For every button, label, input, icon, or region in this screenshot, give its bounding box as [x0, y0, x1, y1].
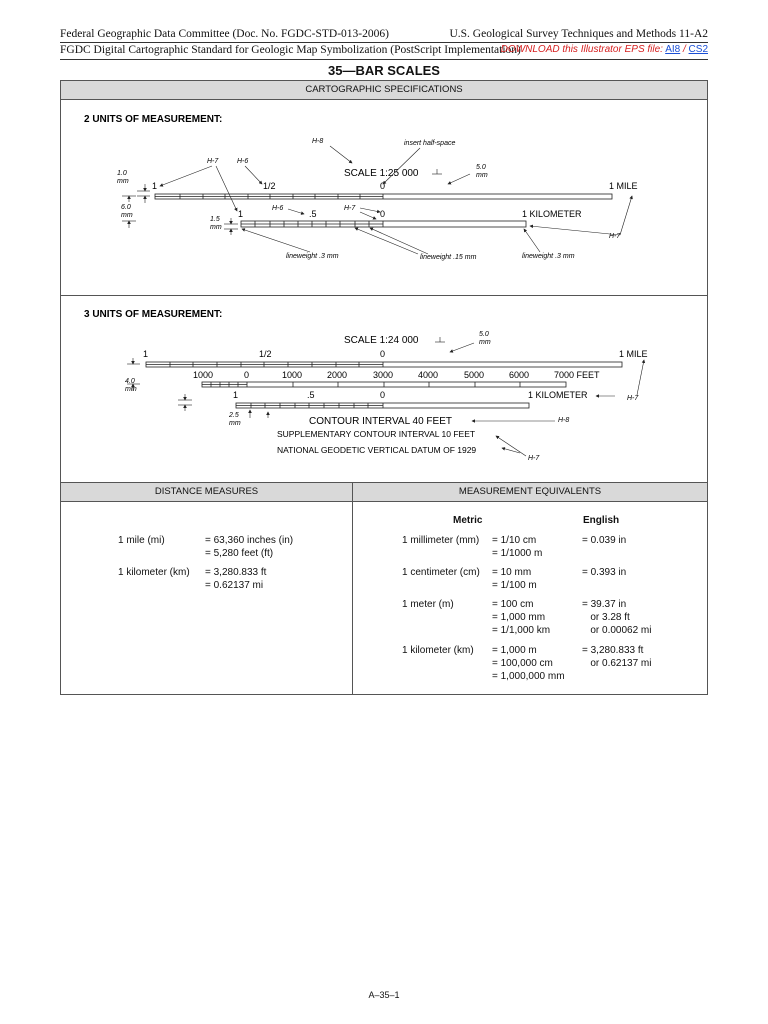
- km-value-2: = 0.62137 mi: [205, 580, 264, 591]
- eq-cm-english-1: = 0.393 in: [582, 567, 627, 578]
- mile-tick-0: 0: [380, 181, 386, 191]
- label-h7-c: H-7: [609, 233, 621, 240]
- column-divider: [352, 482, 353, 694]
- three-units-feet-bar: [202, 382, 566, 387]
- km-label: 1 kilometer (km): [118, 567, 190, 578]
- label-h7-a: H-7: [207, 158, 219, 165]
- two-units-heading: 2 UNITS OF MEASUREMENT:: [84, 114, 223, 125]
- mile-tick-half: 1/2: [263, 181, 276, 191]
- three-units-heading: 3 UNITS OF MEASUREMENT:: [84, 309, 223, 320]
- three-km-tick-0: 0: [380, 390, 386, 400]
- header-right-line1: U.S. Geological Survey Techniques and Methods 11-A2: [449, 28, 708, 40]
- label-h8-b: H-8: [558, 417, 570, 424]
- eq-m-english-1: = 39.37 in: [582, 599, 627, 610]
- two-units-km-bar: [241, 221, 526, 227]
- two-units-mile-bar: [155, 194, 612, 199]
- cs2-link[interactable]: CS2: [688, 44, 708, 55]
- label-mm-e: mm: [479, 339, 491, 346]
- label-mm-d: mm: [210, 224, 222, 231]
- label-2-5mm: 2.5: [229, 412, 239, 419]
- label-4mm: 4.0: [125, 378, 135, 385]
- three-km-tick-half: .5: [307, 390, 315, 400]
- eq-km-metric-2: = 100,000 cm: [492, 658, 553, 669]
- three-units-km-bar: [236, 403, 529, 408]
- label-mm-f: mm: [125, 386, 137, 393]
- mile-value-1: = 63,360 inches (in): [205, 535, 294, 546]
- three-mile-tick-0: 0: [380, 349, 386, 359]
- eq-km-label: 1 kilometer (km): [402, 645, 474, 656]
- label-5mm: 5.0: [476, 164, 486, 171]
- label-h6-a: H-6: [237, 158, 249, 165]
- page-footer: A–35–1: [368, 990, 400, 1000]
- feet-tick-1: 0: [244, 370, 250, 380]
- label-5mm-b: 5.0: [479, 331, 489, 338]
- eq-km-metric-1: = 1,000 m: [492, 645, 537, 656]
- label-1-5mm: 1.5: [210, 216, 220, 223]
- two-units-leaders: [122, 146, 632, 254]
- label-6mm: 6.0: [121, 204, 131, 211]
- carto-specs-header: CARTOGRAPHIC SPECIFICATIONS: [61, 81, 707, 100]
- mile-tick-1: 1: [152, 181, 158, 191]
- mile-value-2: = 5,280 feet (ft): [205, 548, 274, 559]
- eq-m-metric-3: = 1/1,000 km: [492, 625, 551, 636]
- label-mm-b: mm: [476, 172, 488, 179]
- eq-m-english-3: or 0.00062 mi: [582, 625, 652, 636]
- distance-measures-header: DISTANCE MEASURES: [61, 483, 352, 502]
- km-tick-1: 1: [238, 209, 244, 219]
- supp-contour: SUPPLEMENTARY CONTOUR INTERVAL 10 FEET: [277, 429, 476, 439]
- three-mile-tick-half: 1/2: [259, 349, 272, 359]
- label-h7-e: H-7: [528, 455, 540, 462]
- three-units-feet-labels: [193, 370, 600, 380]
- feet-tick-3: 2000: [327, 370, 348, 380]
- label-mm-g: mm: [229, 420, 241, 427]
- label-lineweight-c: lineweight .3 mm: [522, 253, 575, 260]
- three-mile-label: 1 MILE: [619, 349, 648, 359]
- three-units-mile-bar: [146, 362, 622, 367]
- three-km-label: 1 KILOMETER: [528, 390, 588, 400]
- mile-label: 1 MILE: [609, 181, 638, 191]
- page-title: 35—BAR SCALES: [328, 63, 440, 78]
- feet-tick-8: 7000 FEET: [554, 370, 600, 380]
- three-km-tick-1: 1: [233, 390, 239, 400]
- eq-m-metric-2: = 1,000 mm: [492, 612, 546, 623]
- eq-mm-label: 1 millimeter (mm): [402, 535, 480, 546]
- label-lineweight-b: lineweight .15 mm: [420, 254, 477, 261]
- eq-km-english-2: or 0.62137 mi: [582, 658, 652, 669]
- label-mm-c: mm: [121, 212, 133, 219]
- km-label: 1 KILOMETER: [522, 209, 582, 219]
- eq-m-english-2: or 3.28 ft: [582, 612, 630, 623]
- three-units-scale: SCALE 1:24 000: [344, 335, 419, 346]
- label-h7-b: H-7: [344, 205, 356, 212]
- metric-heading: Metric: [453, 515, 483, 526]
- eq-km-english-1: = 3,280.833 ft: [582, 645, 644, 656]
- eq-cm-metric-2: = 1/100 m: [492, 580, 537, 591]
- eq-cm-metric-1: = 10 mm: [492, 567, 532, 578]
- mile-label: 1 mile (mi): [118, 535, 165, 546]
- km-tick-half: .5: [309, 209, 317, 219]
- eq-mm-metric-1: = 1/10 cm: [492, 535, 537, 546]
- feet-tick-4: 3000: [373, 370, 394, 380]
- vertical-datum: NATIONAL GEODETIC VERTICAL DATUM OF 1929: [277, 445, 477, 455]
- eq-mm-english-1: = 0.039 in: [582, 535, 627, 546]
- three-mile-tick-1: 1: [143, 349, 149, 359]
- feet-tick-7: 6000: [509, 370, 530, 380]
- header-left-line1: Federal Geographic Data Committee (Doc. No. FGDC-STD-013-2006): [60, 28, 389, 40]
- two-units-scale: SCALE 1:25 000: [344, 168, 419, 179]
- feet-tick-0: 1000: [193, 370, 214, 380]
- km-tick-0: 0: [380, 209, 386, 219]
- label-h7-d: H-7: [627, 395, 639, 402]
- feet-tick-5: 4000: [418, 370, 439, 380]
- label-lineweight-a: lineweight .3 mm: [286, 253, 339, 260]
- eq-m-metric-1: = 100 cm: [492, 599, 534, 610]
- download-text: DOWNLOAD this Illustrator EPS file:: [500, 44, 663, 55]
- label-h8: H-8: [312, 138, 324, 145]
- contour-interval: CONTOUR INTERVAL 40 FEET: [309, 416, 452, 427]
- feet-tick-6: 5000: [464, 370, 485, 380]
- feet-tick-2: 1000: [282, 370, 303, 380]
- label-mm-a: mm: [117, 178, 129, 185]
- km-value-1: = 3,280.833 ft: [205, 567, 267, 578]
- eq-km-metric-3: = 1,000,000 mm: [492, 671, 565, 682]
- english-heading: English: [583, 515, 620, 526]
- eq-cm-label: 1 centimeter (cm): [402, 567, 480, 578]
- label-1mm: 1.0: [117, 170, 127, 177]
- eq-m-label: 1 meter (m): [402, 599, 454, 610]
- label-insert-half-space: insert half-space: [404, 140, 456, 147]
- label-h6-b: H-6: [272, 205, 284, 212]
- equivalents-header: MEASUREMENT EQUIVALENTS: [353, 483, 707, 502]
- header-left-line2: FGDC Digital Cartographic Standard for Geologic Map Symbolization (PostScript Implementation): [60, 44, 521, 56]
- ai8-link[interactable]: AI8: [665, 44, 681, 55]
- bar-scale-diagrams: [0, 0, 768, 480]
- eq-mm-metric-2: = 1/1000 m: [492, 548, 543, 559]
- link-separator: /: [682, 44, 686, 55]
